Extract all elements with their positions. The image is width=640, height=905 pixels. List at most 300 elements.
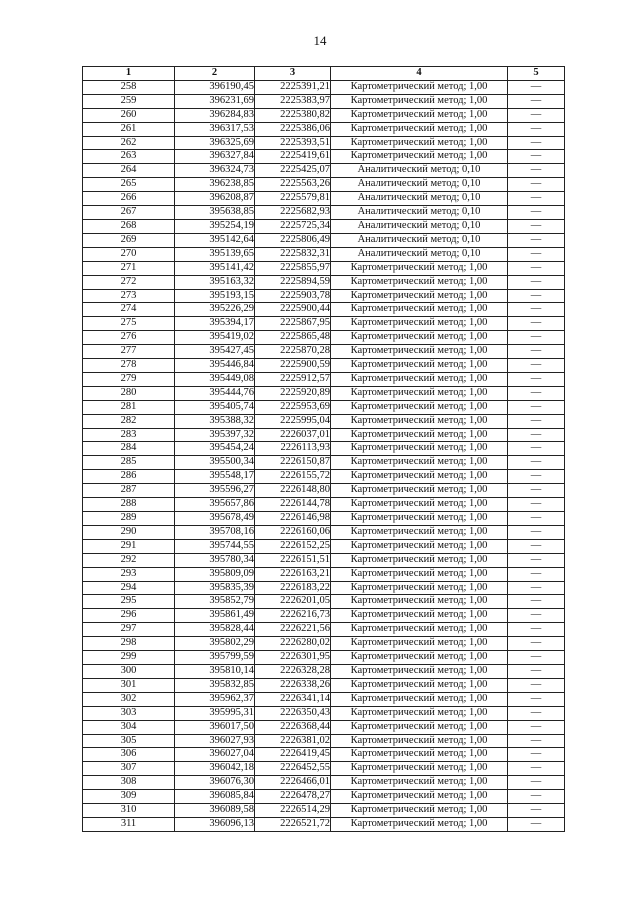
- point-number-cell: 274: [83, 303, 175, 317]
- method-accuracy-cell: Картометрический метод; 1,00: [331, 734, 508, 748]
- table-row: [83, 414, 565, 428]
- method-accuracy-cell: Картометрический метод; 1,00: [331, 484, 508, 498]
- note-cell: —: [508, 456, 565, 470]
- method-accuracy-cell: Картометрический метод; 1,00: [331, 539, 508, 553]
- method-accuracy-cell: Аналитический метод; 0,10: [331, 247, 508, 261]
- note-cell: —: [508, 595, 565, 609]
- y-coordinate-cell: 2226113,93: [255, 442, 331, 456]
- note-cell: —: [508, 776, 565, 790]
- table-row: [83, 303, 565, 317]
- x-coordinate-cell: 396238,85: [175, 178, 255, 192]
- note-cell: —: [508, 317, 565, 331]
- note-cell: —: [508, 720, 565, 734]
- point-number-cell: 261: [83, 122, 175, 136]
- point-number-cell: 290: [83, 525, 175, 539]
- point-number-cell: 271: [83, 261, 175, 275]
- table-row: [83, 428, 565, 442]
- table-row: [83, 720, 565, 734]
- y-coordinate-cell: 2226478,27: [255, 790, 331, 804]
- page-number: 14: [313, 33, 327, 48]
- table-row: [83, 80, 565, 94]
- point-number-cell: 286: [83, 470, 175, 484]
- x-coordinate-cell: 395962,37: [175, 692, 255, 706]
- method-accuracy-cell: Картометрический метод; 1,00: [331, 470, 508, 484]
- y-coordinate-cell: 2226152,25: [255, 539, 331, 553]
- table-row: [83, 136, 565, 150]
- table-row: [83, 762, 565, 776]
- method-accuracy-cell: Картометрический метод; 1,00: [331, 331, 508, 345]
- point-number-cell: 295: [83, 595, 175, 609]
- method-accuracy-cell: Картометрический метод; 1,00: [331, 108, 508, 122]
- method-accuracy-cell: Картометрический метод; 1,00: [331, 706, 508, 720]
- note-cell: —: [508, 289, 565, 303]
- y-coordinate-cell: 2226452,55: [255, 762, 331, 776]
- x-coordinate-cell: 395802,29: [175, 637, 255, 651]
- table-row: [83, 206, 565, 220]
- x-coordinate-cell: 396096,13: [175, 817, 255, 831]
- method-accuracy-cell: Картометрический метод; 1,00: [331, 372, 508, 386]
- y-coordinate-cell: 2226338,26: [255, 678, 331, 692]
- point-number-cell: 300: [83, 664, 175, 678]
- point-number-cell: 279: [83, 372, 175, 386]
- point-number-cell: 265: [83, 178, 175, 192]
- method-accuracy-cell: Картометрический метод; 1,00: [331, 651, 508, 665]
- method-accuracy-cell: Картометрический метод; 1,00: [331, 345, 508, 359]
- method-accuracy-cell: Картометрический метод; 1,00: [331, 303, 508, 317]
- y-coordinate-cell: 2226221,56: [255, 623, 331, 637]
- y-coordinate-cell: 2225855,97: [255, 261, 331, 275]
- note-cell: —: [508, 428, 565, 442]
- y-coordinate-cell: 2225380,82: [255, 108, 331, 122]
- method-accuracy-cell: Картометрический метод; 1,00: [331, 386, 508, 400]
- point-number-cell: 260: [83, 108, 175, 122]
- x-coordinate-cell: 395449,08: [175, 372, 255, 386]
- method-accuracy-cell: Картометрический метод; 1,00: [331, 776, 508, 790]
- point-number-cell: 275: [83, 317, 175, 331]
- x-coordinate-cell: 395397,32: [175, 428, 255, 442]
- method-accuracy-cell: Картометрический метод; 1,00: [331, 567, 508, 581]
- y-coordinate-cell: 2226381,02: [255, 734, 331, 748]
- x-coordinate-cell: 396190,45: [175, 80, 255, 94]
- note-cell: —: [508, 345, 565, 359]
- x-coordinate-cell: 395995,31: [175, 706, 255, 720]
- note-cell: —: [508, 623, 565, 637]
- x-coordinate-cell: 395744,55: [175, 539, 255, 553]
- y-coordinate-cell: 2226350,43: [255, 706, 331, 720]
- method-accuracy-cell: Картометрический метод; 1,00: [331, 94, 508, 108]
- method-accuracy-cell: Картометрический метод; 1,00: [331, 512, 508, 526]
- y-coordinate-cell: 2225832,31: [255, 247, 331, 261]
- point-number-cell: 268: [83, 219, 175, 233]
- x-coordinate-cell: 396027,93: [175, 734, 255, 748]
- note-cell: —: [508, 539, 565, 553]
- method-accuracy-cell: Картометрический метод; 1,00: [331, 289, 508, 303]
- y-coordinate-cell: 2226368,44: [255, 720, 331, 734]
- note-cell: —: [508, 206, 565, 220]
- y-coordinate-cell: 2225386,06: [255, 122, 331, 136]
- table-row: [83, 553, 565, 567]
- point-number-cell: 287: [83, 484, 175, 498]
- point-number-cell: 296: [83, 609, 175, 623]
- point-number-cell: 280: [83, 386, 175, 400]
- x-coordinate-cell: 395596,27: [175, 484, 255, 498]
- method-accuracy-cell: Картометрический метод; 1,00: [331, 359, 508, 373]
- y-coordinate-cell: 2226155,72: [255, 470, 331, 484]
- y-coordinate-cell: 2225995,04: [255, 414, 331, 428]
- y-coordinate-cell: 2225682,93: [255, 206, 331, 220]
- note-cell: —: [508, 651, 565, 665]
- column-header-1: 1: [83, 67, 175, 81]
- method-accuracy-cell: Картометрический метод; 1,00: [331, 664, 508, 678]
- point-number-cell: 310: [83, 804, 175, 818]
- point-number-cell: 270: [83, 247, 175, 261]
- method-accuracy-cell: Картометрический метод; 1,00: [331, 150, 508, 164]
- method-accuracy-cell: Картометрический метод; 1,00: [331, 122, 508, 136]
- x-coordinate-cell: 396231,69: [175, 94, 255, 108]
- x-coordinate-cell: 396017,50: [175, 720, 255, 734]
- note-cell: —: [508, 581, 565, 595]
- y-coordinate-cell: 2225903,78: [255, 289, 331, 303]
- table-row: [83, 456, 565, 470]
- point-number-cell: 262: [83, 136, 175, 150]
- note-cell: —: [508, 219, 565, 233]
- y-coordinate-cell: 2226183,22: [255, 581, 331, 595]
- table-row: [83, 122, 565, 136]
- note-cell: —: [508, 734, 565, 748]
- point-number-cell: 309: [83, 790, 175, 804]
- y-coordinate-cell: 2226160,06: [255, 525, 331, 539]
- x-coordinate-cell: 395809,09: [175, 567, 255, 581]
- table-row: [83, 734, 565, 748]
- method-accuracy-cell: Картометрический метод; 1,00: [331, 609, 508, 623]
- note-cell: —: [508, 80, 565, 94]
- x-coordinate-cell: 396327,84: [175, 150, 255, 164]
- note-cell: —: [508, 414, 565, 428]
- table-row: [83, 692, 565, 706]
- table-row: [83, 164, 565, 178]
- point-number-cell: 272: [83, 275, 175, 289]
- table-row: [83, 651, 565, 665]
- y-coordinate-cell: 2226163,21: [255, 567, 331, 581]
- x-coordinate-cell: 396085,84: [175, 790, 255, 804]
- table-row: [83, 678, 565, 692]
- method-accuracy-cell: Картометрический метод; 1,00: [331, 498, 508, 512]
- note-cell: —: [508, 233, 565, 247]
- method-accuracy-cell: Картометрический метод; 1,00: [331, 261, 508, 275]
- y-coordinate-cell: 2226037,01: [255, 428, 331, 442]
- table-row: [83, 317, 565, 331]
- point-number-cell: 273: [83, 289, 175, 303]
- method-accuracy-cell: Картометрический метод; 1,00: [331, 790, 508, 804]
- y-coordinate-cell: 2226151,51: [255, 553, 331, 567]
- x-coordinate-cell: 396089,58: [175, 804, 255, 818]
- y-coordinate-cell: 2226341,14: [255, 692, 331, 706]
- x-coordinate-cell: 395446,84: [175, 359, 255, 373]
- y-coordinate-cell: 2226216,73: [255, 609, 331, 623]
- table-row: [83, 178, 565, 192]
- note-cell: —: [508, 136, 565, 150]
- y-coordinate-cell: 2225900,59: [255, 359, 331, 373]
- y-coordinate-cell: 2225912,57: [255, 372, 331, 386]
- table-row: [83, 498, 565, 512]
- x-coordinate-cell: 395638,85: [175, 206, 255, 220]
- y-coordinate-cell: 2226280,02: [255, 637, 331, 651]
- point-number-cell: 278: [83, 359, 175, 373]
- table-row: [83, 470, 565, 484]
- note-cell: —: [508, 664, 565, 678]
- y-coordinate-cell: 2225953,69: [255, 400, 331, 414]
- x-coordinate-cell: 395548,17: [175, 470, 255, 484]
- point-number-cell: 263: [83, 150, 175, 164]
- note-cell: —: [508, 553, 565, 567]
- y-coordinate-cell: 2225870,28: [255, 345, 331, 359]
- table-row: [83, 512, 565, 526]
- note-cell: —: [508, 150, 565, 164]
- table-row: [83, 261, 565, 275]
- x-coordinate-cell: 396208,87: [175, 192, 255, 206]
- point-number-cell: 294: [83, 581, 175, 595]
- x-coordinate-cell: 395394,17: [175, 317, 255, 331]
- method-accuracy-cell: Картометрический метод; 1,00: [331, 748, 508, 762]
- table-row: [83, 664, 565, 678]
- method-accuracy-cell: Картометрический метод; 1,00: [331, 720, 508, 734]
- x-coordinate-cell: 395454,24: [175, 442, 255, 456]
- point-number-cell: 284: [83, 442, 175, 456]
- point-number-cell: 282: [83, 414, 175, 428]
- table-row: [83, 192, 565, 206]
- method-accuracy-cell: Аналитический метод; 0,10: [331, 178, 508, 192]
- coordinates-table: [82, 66, 565, 832]
- table-row: [83, 219, 565, 233]
- note-cell: —: [508, 790, 565, 804]
- note-cell: —: [508, 442, 565, 456]
- method-accuracy-cell: Картометрический метод; 1,00: [331, 456, 508, 470]
- x-coordinate-cell: 396042,18: [175, 762, 255, 776]
- method-accuracy-cell: Аналитический метод; 0,10: [331, 219, 508, 233]
- point-number-cell: 276: [83, 331, 175, 345]
- point-number-cell: 302: [83, 692, 175, 706]
- x-coordinate-cell: 395419,02: [175, 331, 255, 345]
- method-accuracy-cell: Картометрический метод; 1,00: [331, 317, 508, 331]
- x-coordinate-cell: 395405,74: [175, 400, 255, 414]
- point-number-cell: 306: [83, 748, 175, 762]
- column-header-5: 5: [508, 67, 565, 81]
- table-row: [83, 637, 565, 651]
- y-coordinate-cell: 2226144,78: [255, 498, 331, 512]
- x-coordinate-cell: 395226,29: [175, 303, 255, 317]
- column-header-3: 3: [255, 67, 331, 81]
- method-accuracy-cell: Аналитический метод; 0,10: [331, 206, 508, 220]
- note-cell: —: [508, 108, 565, 122]
- x-coordinate-cell: 395500,34: [175, 456, 255, 470]
- x-coordinate-cell: 395708,16: [175, 525, 255, 539]
- note-cell: —: [508, 609, 565, 623]
- method-accuracy-cell: Картометрический метод; 1,00: [331, 136, 508, 150]
- point-number-cell: 264: [83, 164, 175, 178]
- note-cell: —: [508, 512, 565, 526]
- table-row: [83, 400, 565, 414]
- method-accuracy-cell: Картометрический метод; 1,00: [331, 525, 508, 539]
- y-coordinate-cell: 2225563,26: [255, 178, 331, 192]
- x-coordinate-cell: 396324,73: [175, 164, 255, 178]
- table-row: [83, 359, 565, 373]
- note-cell: —: [508, 303, 565, 317]
- method-accuracy-cell: Картометрический метод; 1,00: [331, 678, 508, 692]
- y-coordinate-cell: 2225900,44: [255, 303, 331, 317]
- x-coordinate-cell: 395799,59: [175, 651, 255, 665]
- x-coordinate-cell: 395163,32: [175, 275, 255, 289]
- note-cell: —: [508, 359, 565, 373]
- table-row: [83, 776, 565, 790]
- point-number-cell: 277: [83, 345, 175, 359]
- x-coordinate-cell: 395142,64: [175, 233, 255, 247]
- method-accuracy-cell: Картометрический метод; 1,00: [331, 80, 508, 94]
- y-coordinate-cell: 2226514,29: [255, 804, 331, 818]
- point-number-cell: 267: [83, 206, 175, 220]
- x-coordinate-cell: 395254,19: [175, 219, 255, 233]
- note-cell: —: [508, 525, 565, 539]
- table-row: [83, 484, 565, 498]
- x-coordinate-cell: 395139,65: [175, 247, 255, 261]
- table-row: [83, 386, 565, 400]
- x-coordinate-cell: 395444,76: [175, 386, 255, 400]
- x-coordinate-cell: 396284,83: [175, 108, 255, 122]
- method-accuracy-cell: Картометрический метод; 1,00: [331, 692, 508, 706]
- note-cell: —: [508, 94, 565, 108]
- table-row: [83, 345, 565, 359]
- x-coordinate-cell: 395678,49: [175, 512, 255, 526]
- column-header-2: 2: [175, 67, 255, 81]
- table-row: [83, 94, 565, 108]
- table-row: [83, 539, 565, 553]
- note-cell: —: [508, 567, 565, 581]
- table-row: [83, 247, 565, 261]
- note-cell: —: [508, 372, 565, 386]
- point-number-cell: 311: [83, 817, 175, 831]
- method-accuracy-cell: Картометрический метод; 1,00: [331, 595, 508, 609]
- y-coordinate-cell: 2226328,28: [255, 664, 331, 678]
- method-accuracy-cell: Картометрический метод; 1,00: [331, 553, 508, 567]
- note-cell: —: [508, 164, 565, 178]
- method-accuracy-cell: Картометрический метод; 1,00: [331, 428, 508, 442]
- y-coordinate-cell: 2225725,34: [255, 219, 331, 233]
- note-cell: —: [508, 261, 565, 275]
- y-coordinate-cell: 2226419,45: [255, 748, 331, 762]
- x-coordinate-cell: 396325,69: [175, 136, 255, 150]
- note-cell: —: [508, 122, 565, 136]
- note-cell: —: [508, 470, 565, 484]
- table-header-row: [83, 67, 565, 81]
- method-accuracy-cell: Аналитический метод; 0,10: [331, 164, 508, 178]
- note-cell: —: [508, 275, 565, 289]
- y-coordinate-cell: 2225894,59: [255, 275, 331, 289]
- y-coordinate-cell: 2225383,97: [255, 94, 331, 108]
- method-accuracy-cell: Аналитический метод; 0,10: [331, 233, 508, 247]
- table-row: [83, 817, 565, 831]
- point-number-cell: 288: [83, 498, 175, 512]
- column-header-4: 4: [331, 67, 508, 81]
- method-accuracy-cell: Картометрический метод; 1,00: [331, 817, 508, 831]
- note-cell: —: [508, 762, 565, 776]
- table-row: [83, 595, 565, 609]
- point-number-cell: 307: [83, 762, 175, 776]
- table-row: [83, 525, 565, 539]
- table-row: [83, 609, 565, 623]
- point-number-cell: 298: [83, 637, 175, 651]
- point-number-cell: 258: [83, 80, 175, 94]
- table-body: [83, 80, 565, 831]
- y-coordinate-cell: 2225806,49: [255, 233, 331, 247]
- point-number-cell: 283: [83, 428, 175, 442]
- point-number-cell: 299: [83, 651, 175, 665]
- y-coordinate-cell: 2226150,87: [255, 456, 331, 470]
- point-number-cell: 285: [83, 456, 175, 470]
- x-coordinate-cell: 395861,49: [175, 609, 255, 623]
- y-coordinate-cell: 2225393,51: [255, 136, 331, 150]
- point-number-cell: 281: [83, 400, 175, 414]
- method-accuracy-cell: Картометрический метод; 1,00: [331, 623, 508, 637]
- note-cell: —: [508, 178, 565, 192]
- note-cell: —: [508, 331, 565, 345]
- point-number-cell: 305: [83, 734, 175, 748]
- table-row: [83, 581, 565, 595]
- note-cell: —: [508, 637, 565, 651]
- y-coordinate-cell: 2225425,07: [255, 164, 331, 178]
- method-accuracy-cell: Картометрический метод; 1,00: [331, 762, 508, 776]
- y-coordinate-cell: 2226521,72: [255, 817, 331, 831]
- x-coordinate-cell: 395388,32: [175, 414, 255, 428]
- table-row: [83, 331, 565, 345]
- y-coordinate-cell: 2225419,61: [255, 150, 331, 164]
- x-coordinate-cell: 395193,15: [175, 289, 255, 303]
- table-row: [83, 275, 565, 289]
- table-row: [83, 706, 565, 720]
- note-cell: —: [508, 804, 565, 818]
- y-coordinate-cell: 2225867,95: [255, 317, 331, 331]
- method-accuracy-cell: Картометрический метод; 1,00: [331, 414, 508, 428]
- x-coordinate-cell: 396027,04: [175, 748, 255, 762]
- point-number-cell: 266: [83, 192, 175, 206]
- table-row: [83, 108, 565, 122]
- x-coordinate-cell: 395141,42: [175, 261, 255, 275]
- x-coordinate-cell: 395427,45: [175, 345, 255, 359]
- y-coordinate-cell: 2226146,98: [255, 512, 331, 526]
- x-coordinate-cell: 395828,44: [175, 623, 255, 637]
- point-number-cell: 289: [83, 512, 175, 526]
- y-coordinate-cell: 2226201,05: [255, 595, 331, 609]
- table-row: [83, 150, 565, 164]
- table-row: [83, 442, 565, 456]
- y-coordinate-cell: 2226148,80: [255, 484, 331, 498]
- point-number-cell: 292: [83, 553, 175, 567]
- y-coordinate-cell: 2225865,48: [255, 331, 331, 345]
- y-coordinate-cell: 2225920,89: [255, 386, 331, 400]
- point-number-cell: 304: [83, 720, 175, 734]
- y-coordinate-cell: 2225391,21: [255, 80, 331, 94]
- y-coordinate-cell: 2226466,01: [255, 776, 331, 790]
- note-cell: —: [508, 386, 565, 400]
- x-coordinate-cell: 395832,85: [175, 678, 255, 692]
- table-row: [83, 748, 565, 762]
- point-number-cell: 308: [83, 776, 175, 790]
- table-row: [83, 804, 565, 818]
- note-cell: —: [508, 817, 565, 831]
- x-coordinate-cell: 395810,14: [175, 664, 255, 678]
- x-coordinate-cell: 396076,30: [175, 776, 255, 790]
- note-cell: —: [508, 692, 565, 706]
- note-cell: —: [508, 400, 565, 414]
- note-cell: —: [508, 192, 565, 206]
